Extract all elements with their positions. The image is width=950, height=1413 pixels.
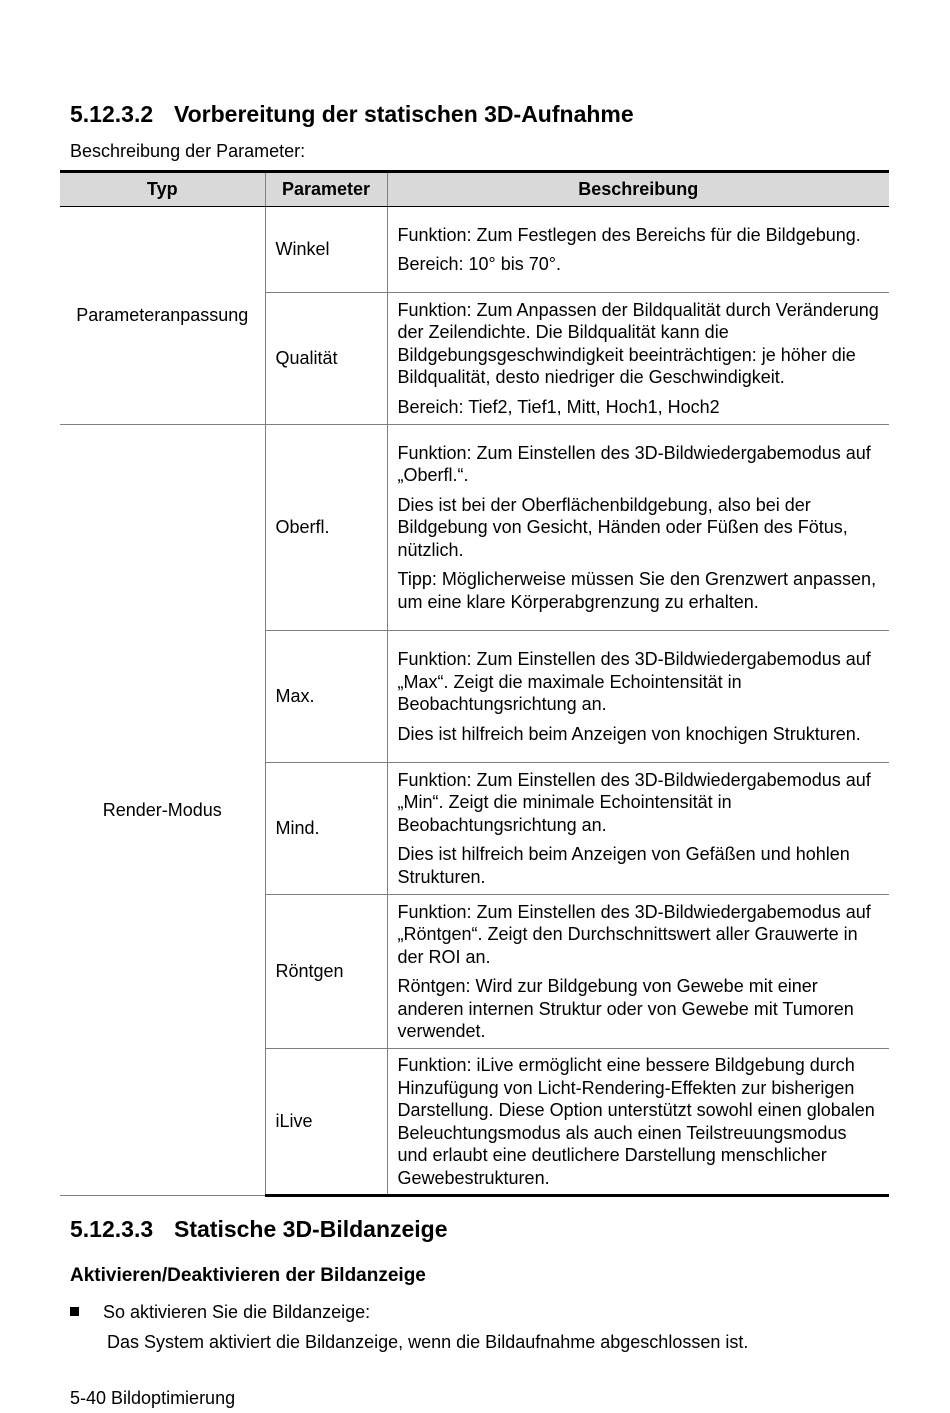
description-cell <box>387 293 889 425</box>
description-paragraph: Bereich: 10° bis 70°. <box>397 254 561 274</box>
header-beschreibung: Beschreibung <box>387 172 889 207</box>
section-title: Vorbereitung der statischen 3D-Aufnahme <box>174 101 634 127</box>
header-parameter: Parameter <box>265 172 387 207</box>
description-paragraph: Funktion: Zum Einstellen des 3D-Bildwiedergabemodus auf „Min“. Zeigt die minimale Echointensität in Beobachtungsrichtung an. <box>397 769 871 835</box>
type-cell: Render-Modus <box>60 425 265 1196</box>
table-row <box>60 207 889 293</box>
parameter-cell: Mind. <box>265 763 387 895</box>
description-paragraph: Dies ist hilfreich beim Anzeigen von Gefäßen und hohlen Strukturen. <box>397 844 850 887</box>
description-cell <box>387 763 889 895</box>
description-cell <box>387 631 889 763</box>
parameter-cell: Qualität <box>265 293 387 425</box>
section-heading-5-12-3-3 <box>70 1214 448 1244</box>
table-intro: Beschreibung der Parameter: <box>70 141 306 161</box>
type-cell: Parameteranpassung <box>60 207 265 425</box>
parameter-cell: iLive <box>265 1049 387 1196</box>
description-paragraph: Funktion: iLive ermöglicht eine bessere Bildgebung durch Hinzufügung von Licht-Rendering-Effekten zur bisherigen Darstellung. Diese Option unterstützt sowohl einen globalen Beleuchtungsmodus als auch einen Teilstreuungsmodus und erlaubt eine deutlichere Darstellung menschlicher Gewebestrukturen. <box>397 1055 875 1188</box>
section-number: 5.12.3.3 <box>70 1216 154 1242</box>
section-title: Statische 3D-Bildanzeige <box>174 1216 448 1242</box>
table-header-row <box>60 172 889 207</box>
table-body <box>60 207 889 1196</box>
page-footer: 5-40 Bildoptimierung <box>70 1388 236 1408</box>
description-paragraph: Dies ist hilfreich beim Anzeigen von knochigen Strukturen. <box>397 723 861 744</box>
description-paragraph: Bereich: Tief2, Tief1, Mitt, Hoch1, Hoch2 <box>397 396 720 417</box>
bullet-item <box>70 1300 370 1324</box>
description-paragraph: Tipp: Möglicherweise müssen Sie den Grenzwert anpassen, um eine klare Körperabgrenzung zu erhalten. <box>397 569 877 612</box>
parameter-cell: Röntgen <box>265 895 387 1049</box>
description-cell <box>387 895 889 1049</box>
description-paragraph: Funktion: Zum Einstellen des 3D-Bildwiedergabemodus auf „Oberfl.“. <box>397 442 871 486</box>
parameter-cell: Max. <box>265 631 387 763</box>
bullet-description: Das System aktiviert die Bildanzeige, wenn die Bildaufnahme abgeschlossen ist. <box>107 1332 749 1352</box>
description-paragraph: Dies ist bei der Oberflächenbildgebung, also bei der Bildgebung von Gesicht, Händen oder Füßen des Fötus, nützlich. <box>397 494 848 560</box>
description-cell <box>387 207 889 293</box>
section-heading-5-12-3-2 <box>70 99 634 129</box>
description-cell <box>387 425 889 631</box>
description-paragraph: Funktion: Zum Einstellen des 3D-Bildwiedergabemodus auf „Max“. Zeigt die maximale Echointensität in Beobachtungsrichtung an. <box>397 649 871 714</box>
parameter-cell: Oberfl. <box>265 425 387 631</box>
description-cell <box>387 1049 889 1196</box>
bullet-label: So aktivieren Sie die Bildanzeige: <box>103 1302 371 1322</box>
subheading: Aktivieren/Deaktivieren der Bildanzeige <box>70 1265 426 1286</box>
square-bullet-icon <box>70 1307 79 1316</box>
parameter-cell: Winkel <box>265 207 387 293</box>
header-typ: Typ <box>60 172 265 207</box>
description-paragraph: Röntgen: Wird zur Bildgebung von Gewebe mit einer anderen internen Struktur oder von Gewebe mit Tumoren verwendet. <box>397 976 854 1041</box>
description-paragraph: Funktion: Zum Anpassen der Bildqualität durch Veränderung der Zeilendichte. Die Bildqualität kann die Bildgebungsgeschwindigkeit beeinträchtigen: je höher die Bildqualität, desto niedriger die Geschwindigkeit. <box>397 299 879 388</box>
description-paragraph: Funktion: Zum Einstellen des 3D-Bildwiedergabemodus auf „Röntgen“. Zeigt den Durchschnittswert aller Grauwerte in der ROI an. <box>397 901 871 967</box>
description-paragraph: Funktion: Zum Festlegen des Bereichs für die Bildgebung. <box>397 224 861 245</box>
parameter-table <box>60 170 889 1197</box>
table-row <box>60 425 889 631</box>
section-number: 5.12.3.2 <box>70 101 154 127</box>
